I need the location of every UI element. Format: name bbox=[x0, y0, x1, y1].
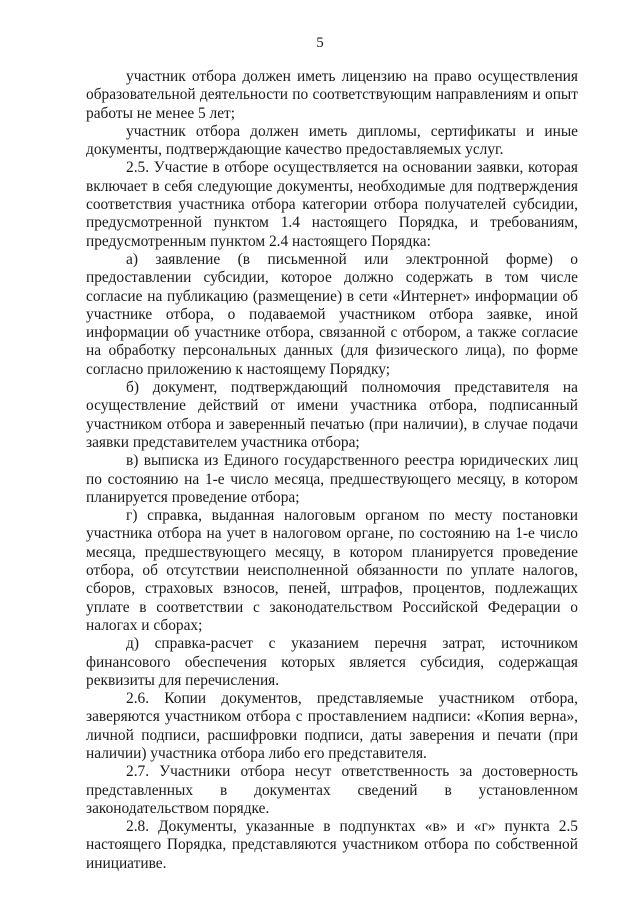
paragraph-2-8: 2.8. Документы, указанные в подпунктах «в» и «г» пункта 2.5 настоящего Порядка, представляются участником отбора по собственной инициативе. bbox=[86, 818, 578, 872]
page-number: 5 bbox=[316, 35, 324, 51]
paragraph-2-6: 2.6. Копии документов, представляемые участником отбора, заверяются участником отбора с проставлением надписи: «Копия верна», личной подписи, расшифровки подписи, даты заверения и печати (при наличии) участника отбора либо его представителя. bbox=[86, 690, 578, 762]
paragraph-diplomas: участник отбора должен иметь дипломы, сертификаты и иные документы, подтверждающие качество предоставляемых услуг. bbox=[86, 122, 578, 159]
paragraph-2-5: 2.5. Участие в отборе осуществляется на основании заявки, которая включает в себя следующие документы, необходимые для подтверждения соответствия участника отбора категории отбора получателей субсидии, предусмотренной пунктом 1.4 настоящего Порядка, и требованиям, предусмотренным пунктом 2.4 настоящего Порядка: bbox=[86, 159, 578, 250]
paragraph-2-7: 2.7. Участники отбора несут ответственность за достоверность представленных в документах сведений в установленном законодательством порядке. bbox=[86, 763, 578, 817]
paragraph-2-5-g: г) справка, выданная налоговым органом по месту постановки участника отбора на учет в налоговом органе, по состоянию на 1-е число месяца, предшествующего месяцу, в котором планируется проведение отбора, об отсутствии неисполненной обязанности по уплате налогов, сборов, страховых взносов, пеней, штрафов, процентов, подлежащих уплате в соответствии с законодательством Российской Федерации о налогах и сборах; bbox=[86, 507, 578, 634]
paragraph-license: участник отбора должен иметь лицензию на право осуществления образовательной деятельности по соответствующим направлениям и опыт работы не менее 5 лет; bbox=[86, 68, 578, 122]
paragraph-2-5-b: б) документ, подтверждающий полномочия представителя на осуществление действий от имени участника отбора, подписанный участником отбора и заверенный печатью (при наличии), в случае подачи заявки представителем участника отбора; bbox=[86, 379, 578, 451]
paragraph-2-5-v: в) выписка из Единого государственного реестра юридических лиц по состоянию на 1-е число месяца, предшествующего месяцу, в котором планируется проведение отбора; bbox=[86, 452, 578, 506]
document-body bbox=[86, 68, 578, 873]
paragraph-2-5-d: д) справка-расчет с указанием перечня затрат, источником финансового обеспечения которых является субсидия, содержащая реквизиты для перечисления. bbox=[86, 635, 578, 689]
paragraph-2-5-a: а) заявление (в письменной или электронной форме) о предоставлении субсидии, которое должно содержать в том числе согласие на публикацию (размещение) в сети «Интернет» информации об участнике отбора, о подаваемой участником отбора заявке, иной информации об участнике отбора, связанной с отбором, а также согласие на обработку персональных данных (для физического лица), по форме согласно приложению к настоящему Порядку; bbox=[86, 250, 578, 378]
